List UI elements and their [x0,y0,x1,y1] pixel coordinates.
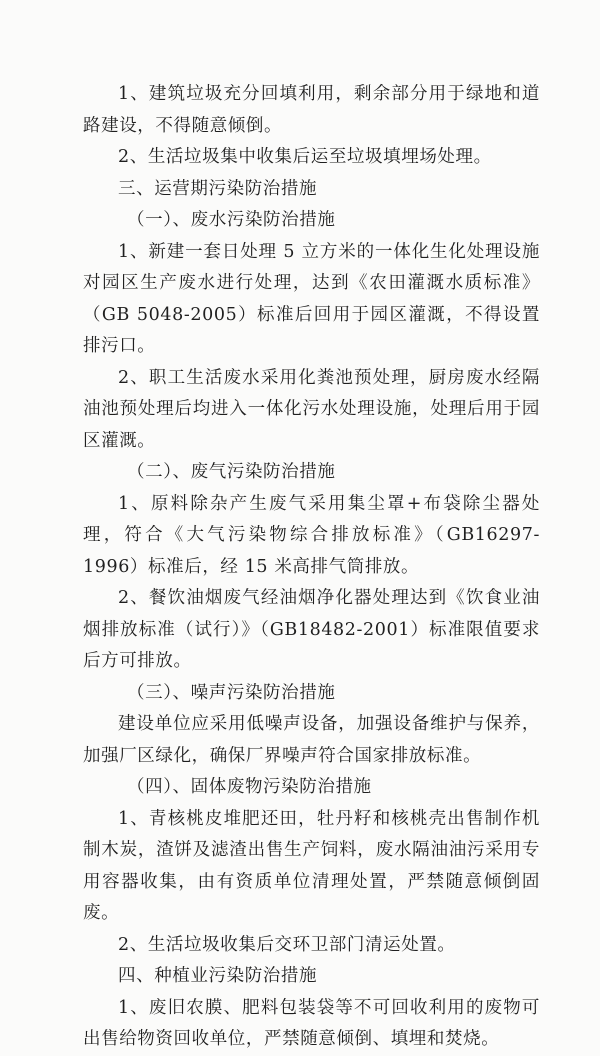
paragraph-dust-treatment: 1、原料除杂产生废气采用集尘罩+布袋除尘器处理，符合《大气污染物综合排放标准》（GB16297-1996）标准后，经 15 米高排气筒排放。 [83,493,540,577]
paragraph-wastewater-facility: 1、新建一套日处理 5 立方米的一体化生化处理设施对园区生产废水进行处理，达到《农田灌溉水质标准》（GB 5048-2005）标准后回用于园区灌溉，不得设置排污口。 [83,241,540,356]
paragraph-film-packaging-waste: 1、废旧农膜、肥料包装袋等不可回收利用的废物可出售给物资回收单位，严禁随意倾倒、填埋和焚烧。 [83,997,540,1049]
paragraph-cooking-fumes: 2、餐饮油烟废气经油烟净化器处理达到《饮食业油烟排放标准（试行）》（GB18482-2001）标准限值要求后方可排放。 [83,588,540,671]
subsection-heading-solid-waste: （四）、固体废物污染防治措施 [127,777,372,797]
paragraph-staff-wastewater: 2、职工生活废水采用化粪池预处理，厨房废水经隔油池预处理后均进入一体化污水处理设施，处理后用于园区灌溉。 [83,367,540,451]
paragraph-solid-waste-disposal: 1、青核桃皮堆肥还田，牡丹籽和核桃壳出售制作机制木炭，渣饼及滤渣出售生产饲料，废水隔油油污采用专用容器收集，由有资质单位清理处置，严禁随意倾倒固废。 [83,808,540,923]
section-heading-planting-pollution: 四、种植业污染防治措施 [118,966,318,986]
subsection-heading-wastewater: （一）、废水污染防治措施 [127,210,336,230]
paragraph-domestic-garbage: 2、生活垃圾集中收集后运至垃圾填埋场处理。 [118,147,492,167]
paragraph-noise-measures: 建设单位应采用低噪声设备，加强设备维护与保养，加强厂区绿化，确保厂界噪声符合国家排放标准。 [83,714,540,766]
subsection-heading-noise: （三）、噪声污染防治措施 [127,682,336,703]
paragraph-garbage-collection: 2、生活垃圾收集后交环卫部门清运处置。 [118,934,456,955]
section-heading-operation-pollution: 三、运营期污染防治措施 [118,178,318,199]
subsection-heading-exhaust-gas: （二）、废气污染防治措施 [127,462,336,482]
paragraph-construction-waste: 1、建筑垃圾充分回填利用，剩余部分用于绿地和道路建设，不得随意倾倒。 [83,84,540,136]
